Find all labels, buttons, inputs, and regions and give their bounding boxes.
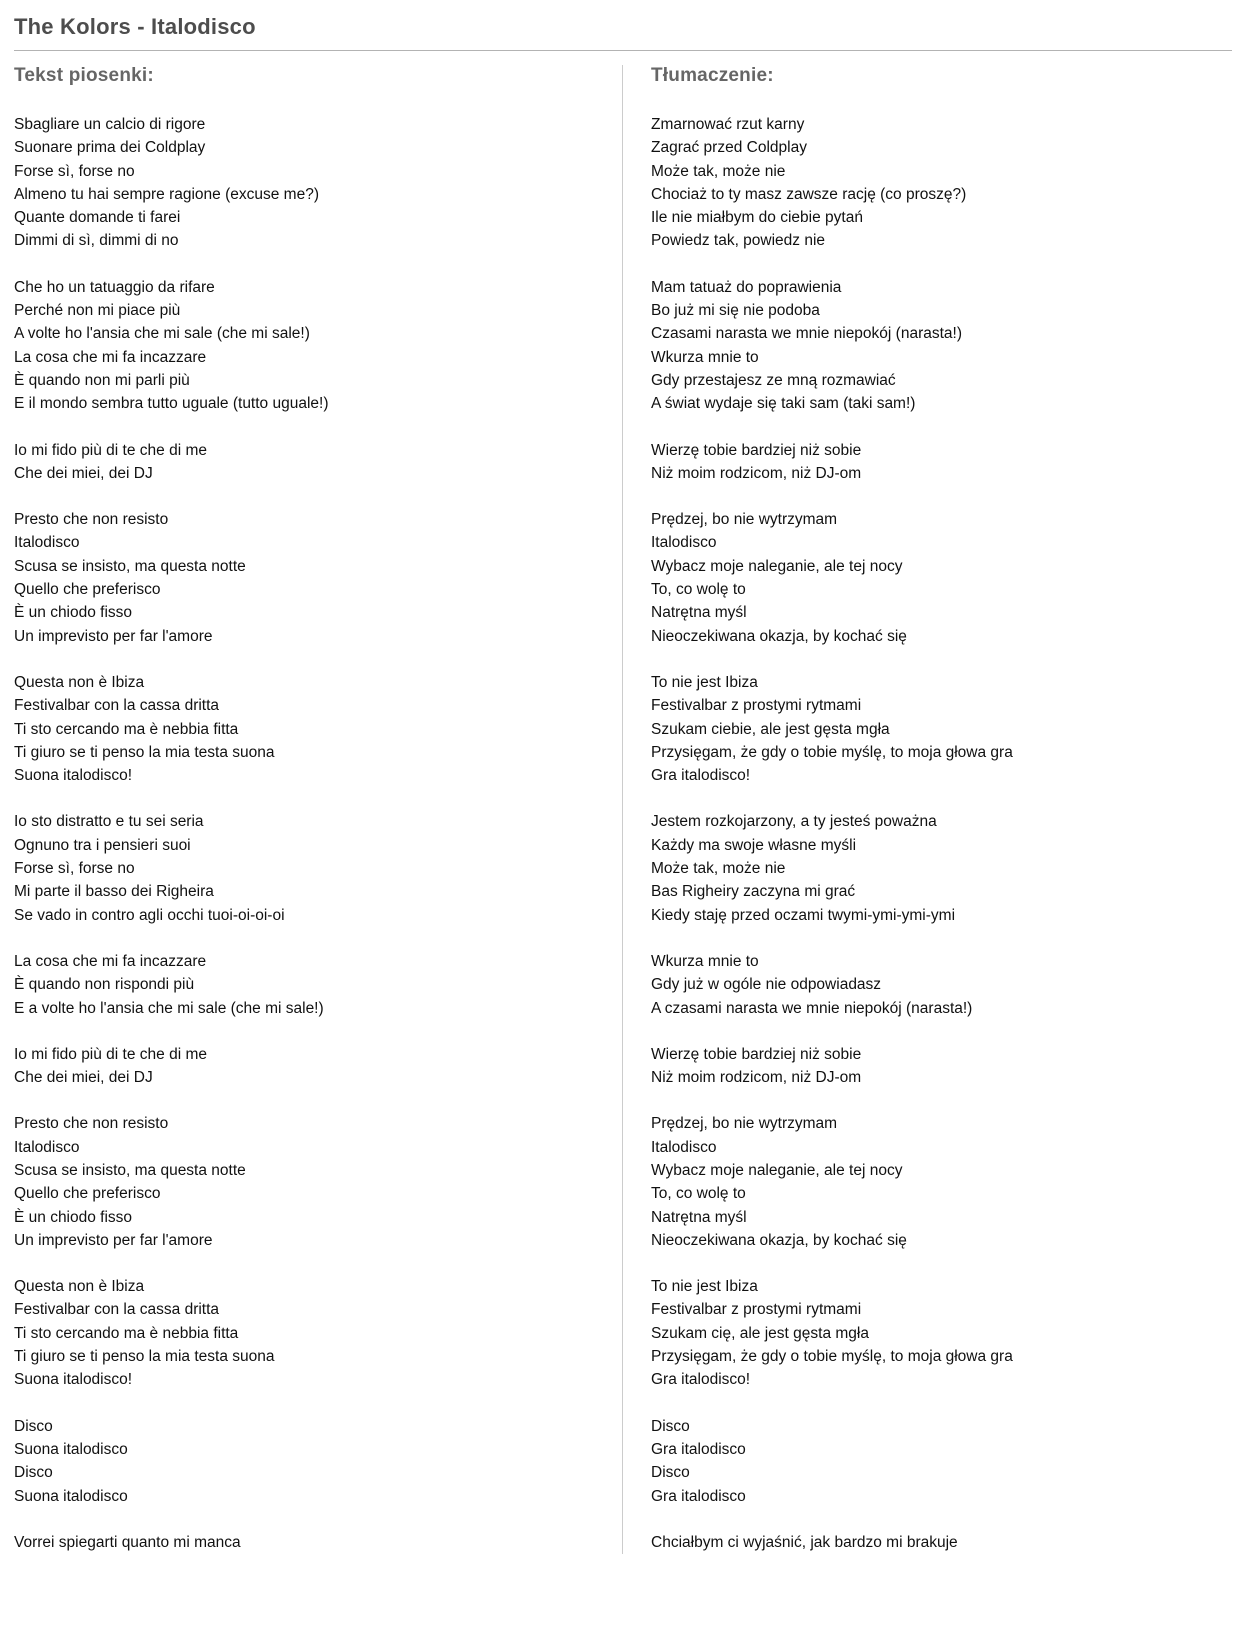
translation-column [623, 65, 1232, 1554]
lyrics-line: Italodisco [651, 1138, 717, 1156]
lyrics-line: Forse sì, forse no [14, 162, 135, 180]
lyrics-line: Niż moim rodzicom, niż DJ-om [651, 1069, 862, 1087]
lyrics-line: Suona italodisco [14, 1440, 128, 1458]
lyrics-line: Che dei miei, dei DJ [14, 1069, 153, 1087]
lyrics-line: La cosa che mi fa incazzare [14, 952, 207, 970]
lyrics-stanza [14, 1531, 600, 1554]
lyrics-line: Presto che non resisto [14, 511, 169, 529]
lyrics-stanza [14, 439, 600, 486]
lyrics-line: Bo już mi się nie podoba [651, 302, 820, 320]
lyrics-line: Czasami narasta we mnie niepokój (narasta!) [651, 325, 962, 343]
lyrics-line: Festivalbar con la cassa dritta [14, 1301, 220, 1319]
lyrics-stanza [14, 1112, 600, 1252]
lyrics-line: To, co wolę to [651, 581, 746, 599]
lyrics-line: Ile nie miałbym do ciebie pytań [651, 209, 863, 227]
lyrics-line: Mam tatuaż do poprawienia [651, 278, 842, 296]
original-lyrics-body [14, 113, 600, 1554]
lyrics-line: Wybacz moje naleganie, ale tej nocy [651, 557, 903, 575]
lyrics-line: Questa non è Ibiza [14, 1278, 145, 1296]
lyrics-line: Io sto distratto e tu sei seria [14, 813, 204, 831]
lyrics-stanza [14, 276, 600, 416]
lyrics-line: Festivalbar z prostymi rytmami [651, 697, 862, 715]
lyrics-line: Scusa se insisto, ma questa notte [14, 557, 246, 575]
lyrics-line: A czasami narasta we mnie niepokój (narasta!) [651, 999, 973, 1017]
lyrics-stanza [14, 810, 600, 926]
lyrics-line: Przysięgam, że gdy o tobie myślę, to moja głowa gra [651, 1348, 1013, 1366]
lyrics-line: A świat wydaje się taki sam (taki sam!) [651, 395, 916, 413]
page-title: The Kolors - Italodisco [14, 10, 1232, 51]
lyrics-line: Chciałbym ci wyjaśnić, jak bardzo mi brakuje [651, 1533, 958, 1551]
lyrics-line: Prędzej, bo nie wytrzymam [651, 511, 838, 529]
lyrics-stanza [651, 1531, 1232, 1554]
lyrics-line: Perché non mi piace più [14, 302, 181, 320]
lyrics-line: Ognuno tra i pensieri suoi [14, 836, 191, 854]
lyrics-line: Presto che non resisto [14, 1115, 169, 1133]
lyrics-line: Disco [14, 1417, 53, 1435]
lyrics-line: È quando non mi parli più [14, 371, 190, 389]
lyrics-line: Disco [14, 1464, 53, 1482]
lyrics-line: Almeno tu hai sempre ragione (excuse me?) [14, 185, 319, 203]
lyrics-line: Gra italodisco [651, 1487, 746, 1505]
lyrics-line: Powiedz tak, powiedz nie [651, 232, 826, 250]
lyrics-line: Questa non è Ibiza [14, 673, 145, 691]
lyrics-line: Natrętna myśl [651, 1208, 747, 1226]
lyrics-columns [14, 65, 1232, 1554]
lyrics-stanza [651, 276, 1232, 416]
lyrics-line: Szukam cię, ale jest gęsta mgła [651, 1324, 869, 1342]
lyrics-stanza [14, 671, 600, 787]
lyrics-line: E il mondo sembra tutto uguale (tutto uguale!) [14, 395, 329, 413]
lyrics-line: Scusa se insisto, ma questa notte [14, 1161, 246, 1179]
lyrics-stanza [651, 1415, 1232, 1508]
lyrics-line: Wierzę tobie bardziej niż sobie [651, 1045, 862, 1063]
lyrics-line: Mi parte il basso dei Righeira [14, 883, 214, 901]
lyrics-line: Szukam ciebie, ale jest gęsta mgła [651, 720, 890, 738]
lyrics-line: Wierzę tobie bardziej niż sobie [651, 441, 862, 459]
lyrics-line: Nieoczekiwana okazja, by kochać się [651, 627, 907, 645]
lyrics-stanza [651, 950, 1232, 1020]
lyrics-line: Un imprevisto per far l'amore [14, 627, 213, 645]
lyrics-line: Nieoczekiwana okazja, by kochać się [651, 1231, 907, 1249]
lyrics-line: Kiedy staję przed oczami twymi-ymi-ymi-ymi [651, 906, 956, 924]
lyrics-line: Suona italodisco [14, 1487, 128, 1505]
lyrics-line: Un imprevisto per far l'amore [14, 1231, 213, 1249]
lyrics-line: Zagrać przed Coldplay [651, 139, 807, 157]
lyrics-line: Suona italodisco! [14, 1371, 133, 1389]
lyrics-stanza [14, 1415, 600, 1508]
lyrics-stanza [651, 1112, 1232, 1252]
lyrics-line: Italodisco [14, 534, 80, 552]
lyrics-line: Wybacz moje naleganie, ale tej nocy [651, 1161, 903, 1179]
lyrics-line: Gra italodisco! [651, 1371, 751, 1389]
lyrics-stanza [14, 1043, 600, 1090]
lyrics-stanza [14, 508, 600, 648]
lyrics-stanza [14, 1275, 600, 1391]
lyrics-line: Każdy ma swoje własne myśli [651, 836, 857, 854]
lyrics-line: Io mi fido più di te che di me [14, 441, 207, 459]
lyrics-line: Chociaż to ty masz zawsze rację (co proszę?) [651, 185, 967, 203]
lyrics-line: Gdy przestajesz ze mną rozmawiać [651, 371, 896, 389]
translation-body [651, 113, 1232, 1554]
lyrics-stanza [651, 1043, 1232, 1090]
lyrics-line: Quello che preferisco [14, 581, 161, 599]
lyrics-line: Bas Righeiry zaczyna mi grać [651, 883, 856, 901]
lyrics-line: Sbagliare un calcio di rigore [14, 116, 206, 133]
lyrics-stanza [651, 671, 1232, 787]
lyrics-line: Festivalbar con la cassa dritta [14, 697, 220, 715]
lyrics-line: Gdy już w ogóle nie odpowiadasz [651, 976, 882, 994]
lyrics-line: Gra italodisco! [651, 767, 751, 785]
lyrics-line: Che dei miei, dei DJ [14, 464, 153, 482]
lyrics-line: È un chiodo fisso [14, 1208, 133, 1226]
original-lyrics-column [14, 65, 623, 1554]
lyrics-stanza [14, 950, 600, 1020]
lyrics-line: Vorrei spiegarti quanto mi manca [14, 1533, 241, 1551]
lyrics-line: La cosa che mi fa incazzare [14, 348, 207, 366]
lyrics-line: Io mi fido più di te che di me [14, 1045, 207, 1063]
lyrics-line: Italodisco [651, 534, 717, 552]
original-lyrics-heading: Tekst piosenki: [14, 65, 154, 86]
lyrics-stanza [651, 1275, 1232, 1391]
lyrics-line: Festivalbar z prostymi rytmami [651, 1301, 862, 1319]
lyrics-line: Forse sì, forse no [14, 860, 135, 878]
lyrics-stanza [651, 113, 1232, 253]
lyrics-line: Zmarnować rzut karny [651, 116, 805, 133]
lyrics-line: To, co wolę to [651, 1185, 746, 1203]
lyrics-line: Jestem rozkojarzony, a ty jesteś poważna [651, 813, 937, 831]
lyrics-line: Quello che preferisco [14, 1185, 161, 1203]
lyrics-stanza [651, 439, 1232, 486]
lyrics-line: Se vado in contro agli occhi tuoi-oi-oi-oi [14, 906, 285, 924]
lyrics-line: Może tak, może nie [651, 860, 786, 878]
lyrics-line: A volte ho l'ansia che mi sale (che mi sale!) [14, 325, 310, 343]
translation-heading: Tłumaczenie: [651, 65, 774, 86]
lyrics-line: Suona italodisco! [14, 767, 133, 785]
lyrics-line: Ti giuro se ti penso la mia testa suona [14, 743, 275, 761]
lyrics-line: Wkurza mnie to [651, 348, 759, 366]
lyrics-line: E a volte ho l'ansia che mi sale (che mi sale!) [14, 999, 324, 1017]
lyrics-line: Ti giuro se ti penso la mia testa suona [14, 1348, 275, 1366]
lyrics-line: È un chiodo fisso [14, 604, 133, 622]
lyrics-line: Che ho un tatuaggio da rifare [14, 278, 215, 296]
lyrics-line: Natrętna myśl [651, 604, 747, 622]
lyrics-line: Prędzej, bo nie wytrzymam [651, 1115, 838, 1133]
lyrics-line: Przysięgam, że gdy o tobie myślę, to moja głowa gra [651, 743, 1013, 761]
lyrics-line: Disco [651, 1464, 690, 1482]
lyrics-line: Quante domande ti farei [14, 209, 181, 227]
lyrics-stanza [651, 810, 1232, 926]
lyrics-line: Ti sto cercando ma è nebbia fitta [14, 1324, 239, 1342]
lyrics-line: Disco [651, 1417, 690, 1435]
lyrics-line: Wkurza mnie to [651, 952, 759, 970]
lyrics-line: Dimmi di sì, dimmi di no [14, 232, 179, 250]
lyrics-line: Gra italodisco [651, 1440, 746, 1458]
lyrics-line: Suonare prima dei Coldplay [14, 139, 206, 157]
lyrics-stanza [651, 508, 1232, 648]
lyrics-line: È quando non rispondi più [14, 976, 195, 994]
lyrics-line: Niż moim rodzicom, niż DJ-om [651, 464, 862, 482]
lyrics-line: Italodisco [14, 1138, 80, 1156]
lyrics-stanza [14, 113, 600, 253]
lyrics-line: Może tak, może nie [651, 162, 786, 180]
lyrics-line: Ti sto cercando ma è nebbia fitta [14, 720, 239, 738]
lyrics-line: To nie jest Ibiza [651, 1278, 758, 1296]
lyrics-line: To nie jest Ibiza [651, 673, 758, 691]
